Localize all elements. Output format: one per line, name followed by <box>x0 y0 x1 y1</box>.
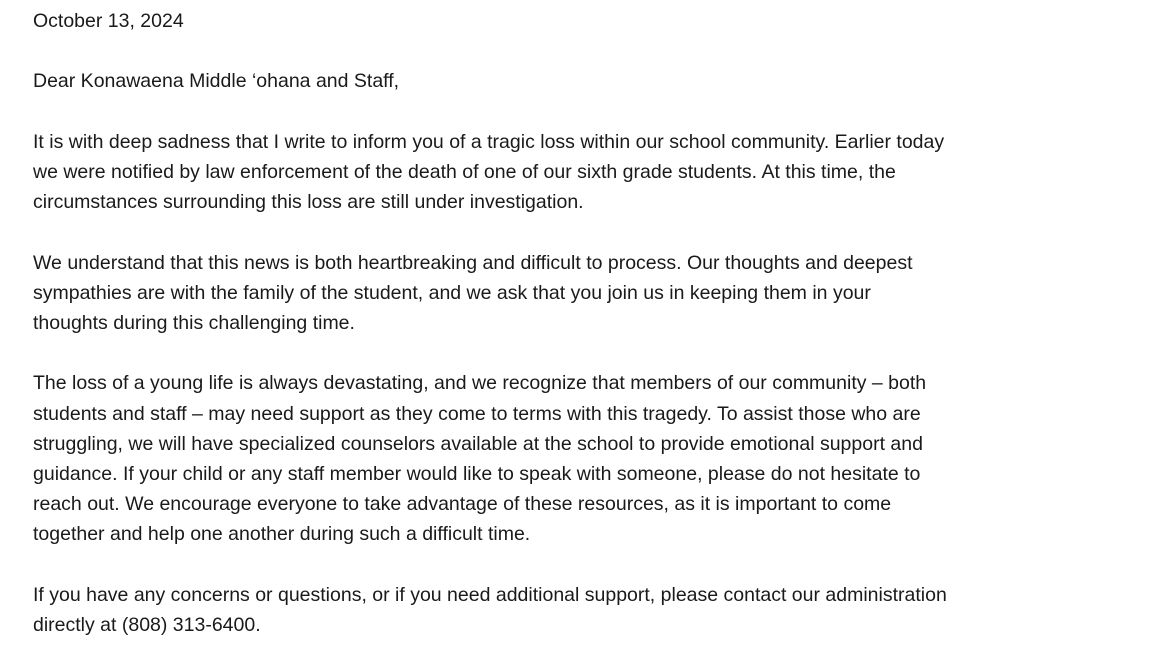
paragraph-line: we were notified by law enforcement of the death of one of our sixth grade students. At this time, the <box>33 160 896 183</box>
paragraph-support <box>33 368 1153 549</box>
paragraph-line: together and help one another during such a difficult time. <box>33 523 531 546</box>
paragraph-line: If you have any concerns or questions, or if you need additional support, please contact our administration <box>33 583 947 606</box>
paragraph-line: reach out. We encourage everyone to take advantage of these resources, as it is important to come <box>33 493 892 516</box>
letter-date: October 13, 2024 <box>33 10 184 32</box>
paragraph-line: struggling, we will have specialized counselors available at the school to provide emotional support and <box>33 432 923 455</box>
paragraph-announcement <box>33 127 1153 218</box>
paragraph-line: directly at (808) 313-6400. <box>33 613 261 636</box>
paragraph-sympathies <box>33 248 1153 339</box>
paragraph-line: circumstances surrounding this loss are still under investigation. <box>33 191 584 214</box>
paragraph-line: students and staff – may need support as they come to terms with this tragedy. To assist those who are <box>33 402 921 425</box>
paragraph-line: thoughts during this challenging time. <box>33 311 355 334</box>
paragraph-line: We understand that this news is both heartbreaking and difficult to process. Our thoughts and deepest <box>33 251 913 274</box>
letter-salutation: Dear Konawaena Middle ‘ohana and Staff, <box>33 70 400 93</box>
paragraph-line: guidance. If your child or any staff member would like to speak with someone, please do not hesitate to <box>33 462 921 485</box>
letter-body <box>33 6 1153 670</box>
paragraph-contact <box>33 580 1153 640</box>
paragraph-line: It is with deep sadness that I write to inform you of a tragic loss within our school community. Earlier today <box>33 130 945 153</box>
paragraph-line: The loss of a young life is always devastating, and we recognize that members of our community – both <box>33 372 927 395</box>
paragraph-line: sympathies are with the family of the student, and we ask that you join us in keeping them in your <box>33 281 871 304</box>
